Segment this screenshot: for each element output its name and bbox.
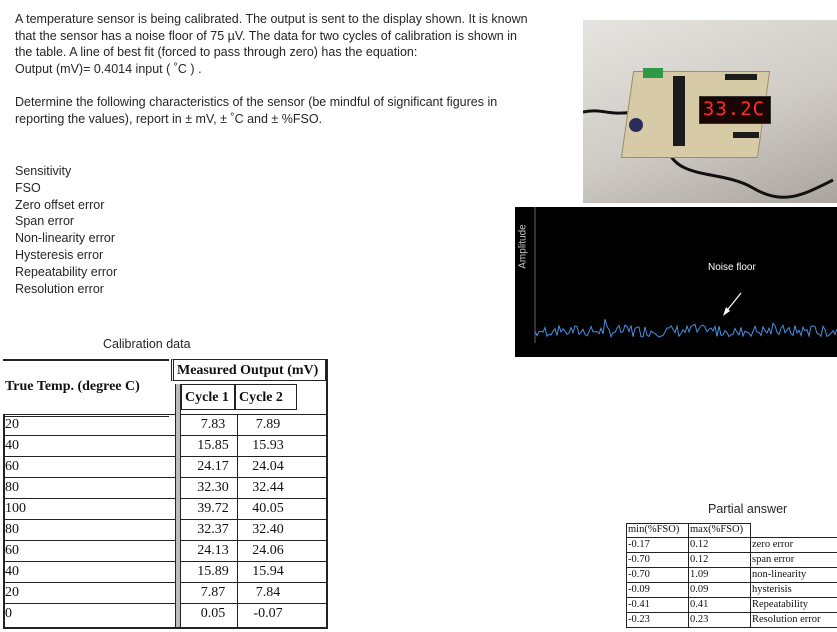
max-cell: 0.12 [690,554,709,565]
cycle1-cell: 24.17 [197,459,229,474]
sensor-device-photo [583,20,837,203]
cycle2-cell: 24.04 [252,459,284,474]
max-cell: 0.41 [690,599,709,610]
min-cell: -0.70 [628,569,650,580]
cycle2-cell: 32.44 [252,480,284,495]
capacitor [629,118,643,132]
problem-instruction [15,94,555,127]
grid-line [626,537,837,538]
intro-line: the table. A line of best fit (forced to pass through zero) has the equation: [15,45,418,59]
table-row [3,414,328,436]
cycle2-cell: 24.06 [252,543,284,558]
noise-arrow [515,207,837,357]
cycle1-cell: 7.83 [200,417,226,432]
min-cell: -0.41 [628,599,650,610]
true-temp-cell: 0 [5,606,12,621]
grid-line [626,627,837,628]
max-cell: 0.09 [690,584,709,595]
table-cycle-divider [237,414,238,629]
grid-line [626,552,837,553]
grid-line [750,523,751,628]
true-temp-cell: 20 [5,585,19,600]
cycle2-cell: -0.07 [253,606,283,621]
best-fit-equation: Output (mV)= 0.4014 input ( ˚C ) . [15,61,202,76]
resistor-array [725,74,757,80]
cycle1-cell: 15.85 [197,438,229,453]
grid-line [626,582,837,583]
true-temp-cell: 40 [5,564,19,579]
min-cell: -0.70 [628,554,650,565]
true-temp-header: True Temp. (degree C) [5,379,140,394]
error-label-cell: span error [752,554,795,565]
cycle1-header: Cycle 1 [179,384,235,410]
table-row [3,561,328,583]
true-temp-cell: 60 [5,543,19,558]
cycle2-cell: 15.94 [252,564,284,579]
true-temp-cell: 20 [5,417,19,432]
table-border-right [326,359,328,629]
grid-line [626,597,837,598]
calibration-caption: Calibration data [103,337,191,351]
min-cell: -0.09 [628,584,650,595]
instruction-line: reporting the values), report in ± mV, ± ˚C and ± %FSO. [15,111,323,126]
characteristic-item: Repeatability error [15,264,118,279]
characteristic-item: Span error [15,214,75,229]
max-cell: 1.09 [690,569,709,580]
characteristic-item: Sensitivity [15,164,72,178]
cycle1-cell: 15.89 [197,564,229,579]
characteristic-item: FSO [15,180,41,195]
table-row [3,498,328,520]
intro-line: A temperature sensor is being calibrated. The output is sent to the display shown. It is known [15,12,528,26]
characteristic-item: Hysteresis error [15,247,104,262]
cycle2-cell: 15.93 [252,438,284,453]
error-label-cell: Repeatability [752,599,808,610]
amplitude-axis-label: Amplitude [517,224,529,269]
cycle1-cell: 24.13 [197,543,229,558]
cycle2-cell: 7.84 [255,585,281,600]
table-row [3,582,328,604]
noise-floor-annotation: Noise floor [708,262,756,273]
table-double-divider [175,384,181,629]
display-reading: 33.2C [702,98,766,120]
cycle2-header: Cycle 2 [235,384,297,410]
min-cell: -0.23 [628,614,650,625]
max-cell: 0.12 [690,539,709,550]
max-header: max(%FSO) [690,524,744,535]
terminal-block [643,68,663,78]
max-cell: 0.23 [690,614,709,625]
intro-line: that the sensor has a noise floor of 75 µV. The data for two cycles of calibration is shown in [15,28,517,43]
measured-output-header: Measured Output (mV) [171,359,326,381]
characteristic-item: Zero offset error [15,197,105,212]
min-cell: -0.17 [628,539,650,550]
microcontroller-chip [673,76,685,146]
noise-floor-plot [515,207,837,357]
true-temp-cell: 40 [5,438,19,453]
error-label-cell: hysterisis [752,584,792,595]
true-temp-cell: 100 [5,501,26,516]
true-temp-cell: 80 [5,480,19,495]
table-row [3,519,328,541]
characteristic-item: Resolution error [15,281,104,296]
partial-answer-table [626,523,837,630]
cycle1-cell: 7.87 [200,585,226,600]
cycle1-cell: 32.30 [197,480,229,495]
cycle2-cell: 7.89 [255,417,281,432]
cycle2-cell: 40.05 [252,501,284,516]
characteristic-item: Non-linearity error [15,231,116,246]
true-temp-header-cell [3,359,169,417]
grid-line [688,523,689,628]
table-row [3,540,328,562]
grid-line [626,567,837,568]
table-row [3,435,328,457]
resistor-array [733,132,759,138]
cycle2-cell: 32.40 [252,522,284,537]
problem-intro [15,11,555,77]
table-row [3,603,328,625]
table-row [3,456,328,478]
true-temp-cell: 60 [5,459,19,474]
table-border-left [3,414,5,629]
min-header: min(%FSO) [628,524,680,535]
error-label-cell: non-linearity [752,569,807,580]
table-border-bottom [3,627,328,629]
characteristics-list [15,163,117,297]
cycle1-cell: 0.05 [200,606,226,621]
grid-line [626,523,627,628]
error-label-cell: Resolution error [752,614,821,625]
true-temp-cell: 80 [5,522,19,537]
error-label-cell: zero error [752,539,794,550]
table-row [3,477,328,499]
grid-line [626,612,837,613]
instruction-line: Determine the following characteristics of the sensor (be mindful of significant figures in [15,95,498,109]
cycle1-cell: 32.37 [197,522,229,537]
cycle1-cell: 39.72 [197,501,229,516]
partial-answer-caption: Partial answer [708,502,788,516]
calibration-table [3,359,328,629]
